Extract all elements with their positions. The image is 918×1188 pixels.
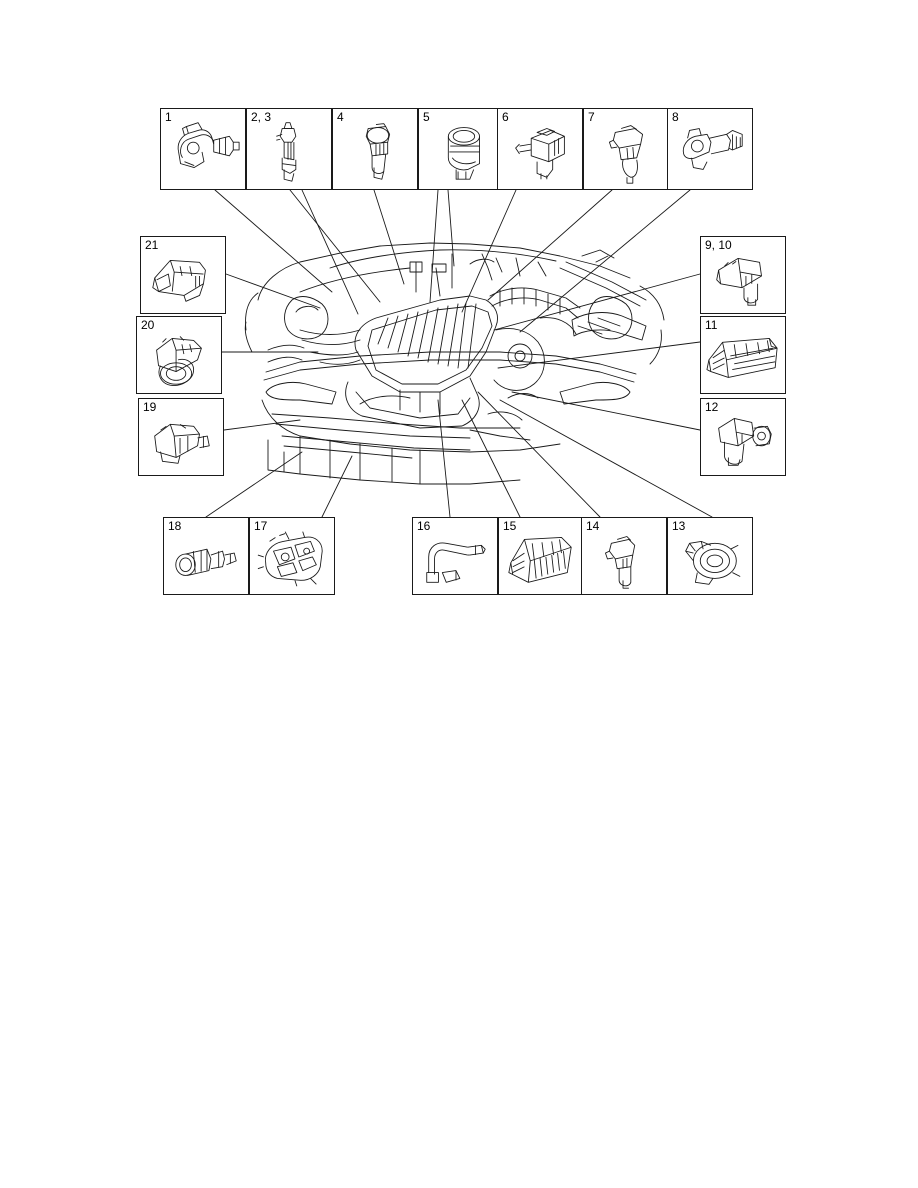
part-art-knock-sensor [419, 109, 503, 189]
callout-label-21: 21 [145, 238, 159, 252]
callout-label-2-3: 2, 3 [251, 110, 272, 124]
callout-box-18[interactable] [163, 517, 249, 595]
part-art-oil-pressure-switch [333, 109, 417, 189]
callout-label-6: 6 [502, 110, 509, 124]
callout-box-2-3[interactable] [246, 108, 332, 190]
callout-box-12[interactable] [700, 398, 786, 476]
callout-label-5: 5 [423, 110, 430, 124]
callout-box-8[interactable] [667, 108, 753, 190]
callout-label-12: 12 [705, 400, 719, 414]
callout-box-16[interactable] [412, 517, 498, 595]
part-art-solenoid-valve [498, 109, 582, 189]
callout-label-11: 11 [705, 318, 718, 332]
part-art-ignition-coil [584, 109, 668, 189]
callout-box-13[interactable] [667, 517, 753, 595]
callout-label-9-10: 9, 10 [705, 238, 732, 252]
callout-box-11[interactable] [700, 316, 786, 394]
callout-label-19: 19 [143, 400, 157, 414]
callout-box-7[interactable] [583, 108, 669, 190]
callout-label-18: 18 [168, 519, 182, 533]
callout-box-6[interactable] [497, 108, 583, 190]
callout-label-4: 4 [337, 110, 344, 124]
callout-label-20: 20 [141, 318, 155, 332]
callout-box-5[interactable] [418, 108, 504, 190]
callout-box-14[interactable] [581, 517, 667, 595]
callout-label-7: 7 [588, 110, 595, 124]
callout-box-21[interactable] [140, 236, 226, 314]
callout-label-17: 17 [254, 519, 268, 533]
callout-box-1[interactable] [160, 108, 246, 190]
callout-label-1: 1 [165, 110, 172, 124]
callout-box-19[interactable] [138, 398, 224, 476]
callout-box-20[interactable] [136, 316, 222, 394]
callout-box-4[interactable] [332, 108, 418, 190]
part-art-camshaft-actuator [668, 109, 752, 189]
part-art-fuel-pressure-sensor [161, 109, 245, 189]
callout-box-15[interactable] [498, 517, 584, 595]
callout-label-16: 16 [417, 519, 431, 533]
callout-box-17[interactable] [249, 517, 335, 595]
callout-box-9-10[interactable] [700, 236, 786, 314]
callout-label-13: 13 [672, 519, 686, 533]
callout-label-15: 15 [503, 519, 517, 533]
callout-label-8: 8 [672, 110, 679, 124]
callout-label-14: 14 [586, 519, 600, 533]
